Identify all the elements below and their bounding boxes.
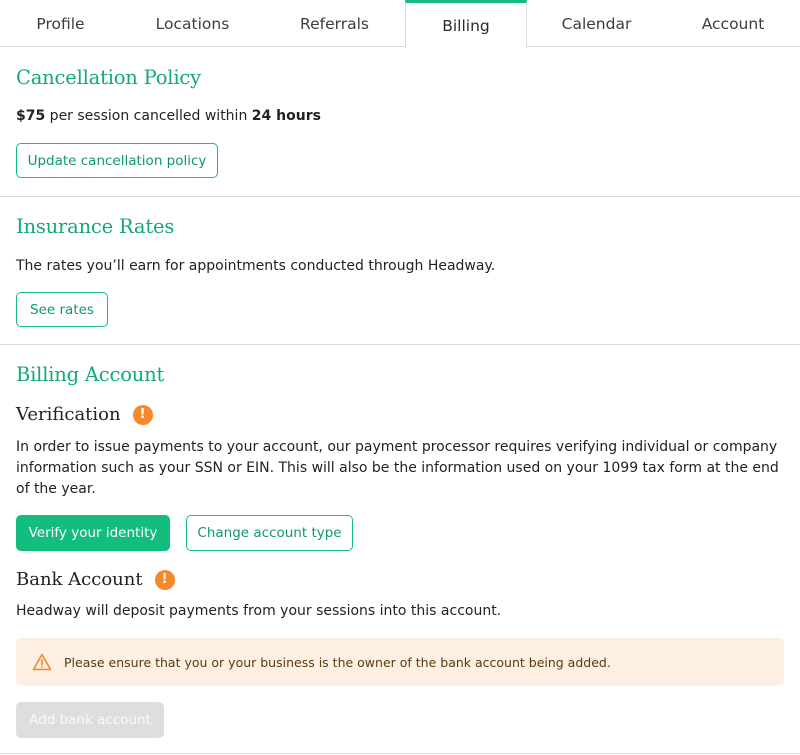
bank-account-title: Bank Account <box>16 569 143 590</box>
tab-locations[interactable]: Locations <box>155 14 230 33</box>
section-divider <box>0 753 800 754</box>
section-divider <box>0 344 800 345</box>
tab-bar <box>0 0 800 47</box>
add-bank-account-button: Add bank account <box>16 702 164 738</box>
verify-identity-button[interactable]: Verify your identity <box>16 515 170 551</box>
exclamation-icon: ! <box>155 570 175 590</box>
verification-heading <box>16 404 153 425</box>
change-account-type-button[interactable]: Change account type <box>186 515 353 551</box>
cancellation-policy-heading: Cancellation Policy <box>16 66 201 89</box>
cancellation-window: 24 hours <box>251 108 321 124</box>
warning-triangle-icon <box>32 653 52 671</box>
verification-description: In order to issue payments to your account, our payment processor requires verifying individual or company information such as your SSN or EIN. This will also be the information used on your 1099 tax form at the end of the year. <box>16 439 779 497</box>
cancellation-text-middle: per session cancelled within <box>45 108 252 124</box>
bank-account-alert-text: Please ensure that you or your business is the owner of the bank account being added. <box>64 654 611 670</box>
cancellation-fee: $75 <box>16 108 46 124</box>
bank-account-description: Headway will deposit payments from your sessions into this account. <box>16 603 502 619</box>
tab-account[interactable]: Account <box>701 14 765 33</box>
tab-calendar[interactable]: Calendar <box>561 14 632 33</box>
section-divider <box>0 196 800 197</box>
cancellation-policy-text <box>16 106 786 127</box>
insurance-rates-description: The rates you’ll earn for appointments conducted through Headway. <box>16 258 496 274</box>
bank-account-alert <box>16 638 784 686</box>
tab-billing[interactable]: Billing <box>405 0 527 48</box>
billing-account-heading: Billing Account <box>16 363 165 386</box>
tab-referrals[interactable]: Referrals <box>300 14 369 33</box>
update-cancellation-policy-button[interactable]: Update cancellation policy <box>16 143 218 178</box>
bank-account-heading <box>16 569 175 590</box>
tab-profile[interactable]: Profile <box>36 14 85 33</box>
exclamation-icon: ! <box>133 405 153 425</box>
insurance-rates-heading: Insurance Rates <box>16 215 175 238</box>
see-rates-button[interactable]: See rates <box>16 292 108 327</box>
verification-title: Verification <box>16 404 121 425</box>
